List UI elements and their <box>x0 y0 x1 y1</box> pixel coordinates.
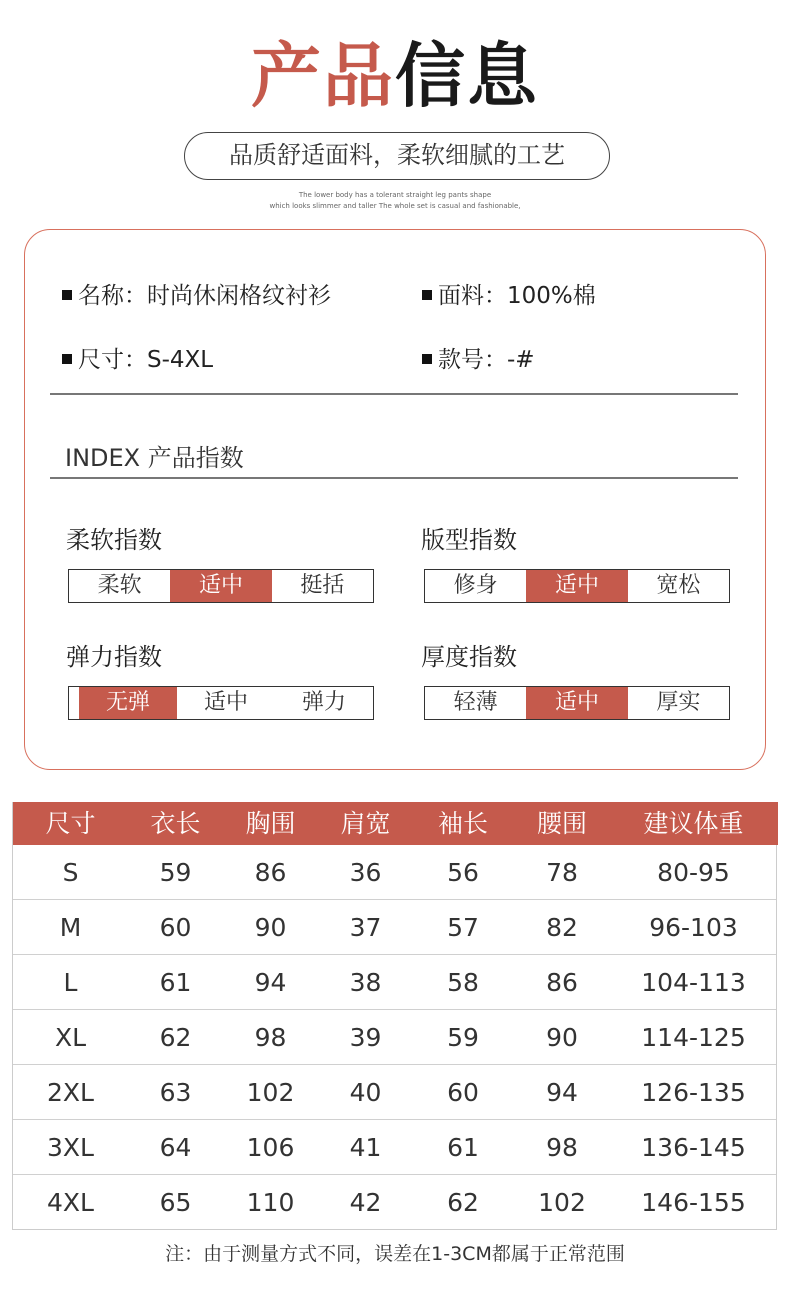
info-fabric <box>422 281 596 311</box>
info-size <box>62 345 213 375</box>
header-chest: 胸围 <box>245 809 296 838</box>
table-cell: 106 <box>246 1133 295 1162</box>
table-cell: 59 <box>159 858 192 887</box>
softness-option-stiff: 挺括 <box>300 573 345 598</box>
table-row <box>13 845 776 900</box>
index-section-title: INDEX 产品指数 <box>65 444 244 472</box>
table-cell: 62 <box>159 1023 192 1052</box>
thickness-index-label: 厚度指数 <box>421 643 517 671</box>
table-cell: XL <box>54 1023 87 1052</box>
table-cell: 4XL <box>47 1188 94 1217</box>
thickness-scale <box>424 686 730 720</box>
table-row <box>13 955 776 1010</box>
table-cell: 80-95 <box>657 858 730 887</box>
table-cell: 39 <box>349 1023 382 1052</box>
table-cell: 94 <box>546 1078 578 1107</box>
table-cell: 60 <box>447 1078 479 1107</box>
elasticity-option-medium: 适中 <box>203 690 248 715</box>
info-name-text: 名称：时尚休闲格纹衬衫 <box>78 283 331 309</box>
table-cell: 86 <box>254 858 287 887</box>
size-table <box>12 802 777 1230</box>
english-subtitle-line-1: The lower body has a tolerant straight leg pants shape <box>298 191 492 199</box>
table-cell: S <box>62 858 79 887</box>
bullet-square-icon <box>422 290 432 300</box>
table-cell: 98 <box>254 1023 287 1052</box>
table-cell: 60 <box>159 913 192 942</box>
fit-option-medium: 适中 <box>526 570 627 602</box>
info-size-text: 尺寸：S-4XL <box>78 347 214 373</box>
info-fabric-text: 面料：100%棉 <box>438 283 596 309</box>
table-row <box>13 1120 776 1175</box>
table-cell: 61 <box>159 968 192 997</box>
divider-index <box>50 477 738 479</box>
elasticity-index-label: 弹力指数 <box>66 643 162 671</box>
elasticity-option-none: 无弹 <box>79 687 177 719</box>
table-cell: 114-125 <box>641 1023 746 1052</box>
table-cell: 102 <box>538 1188 586 1217</box>
thickness-option-thin: 轻薄 <box>453 690 498 715</box>
bullet-square-icon <box>422 354 432 364</box>
table-cell: 62 <box>447 1188 479 1217</box>
elasticity-scale <box>68 686 374 720</box>
title-red-part: 产品 <box>251 35 395 117</box>
fit-index-label: 版型指数 <box>421 526 517 554</box>
header-weight: 建议体重 <box>643 809 744 838</box>
header-waist: 腰围 <box>536 809 587 838</box>
table-cell: 86 <box>546 968 578 997</box>
table-cell: 126-135 <box>641 1078 746 1107</box>
table-cell: 2XL <box>47 1078 94 1107</box>
table-cell: 90 <box>546 1023 578 1052</box>
header-length: 衣长 <box>150 809 201 838</box>
english-subtitle-line-2: which looks slimmer and taller The whole set is casual and fashionable, <box>269 202 521 210</box>
info-model <box>422 345 535 375</box>
thickness-option-thick: 厚实 <box>656 690 701 715</box>
table-cell: 104-113 <box>641 968 746 997</box>
header-shoulder: 肩宽 <box>340 809 391 838</box>
fit-option-slim: 修身 <box>453 573 498 598</box>
bullet-square-icon <box>62 354 72 364</box>
table-cell: 136-145 <box>641 1133 746 1162</box>
table-row <box>13 900 776 955</box>
table-cell: 37 <box>349 913 382 942</box>
table-cell: 38 <box>349 968 382 997</box>
softness-scale <box>68 569 374 603</box>
title-black-part: 信息 <box>395 35 539 117</box>
table-cell: 42 <box>349 1188 382 1217</box>
table-cell: 78 <box>546 858 578 887</box>
slogan-pill: 品质舒适面料，柔软细腻的工艺 <box>184 132 610 180</box>
table-cell: 96-103 <box>649 913 738 942</box>
table-row <box>13 1065 776 1120</box>
bullet-square-icon <box>62 290 72 300</box>
header-sleeve: 袖长 <box>437 809 488 838</box>
table-cell: 98 <box>546 1133 578 1162</box>
table-cell: 90 <box>254 913 287 942</box>
table-cell: 56 <box>447 858 479 887</box>
softness-option-medium: 适中 <box>170 570 271 602</box>
table-cell: 82 <box>546 913 578 942</box>
size-table-header <box>13 802 778 845</box>
table-row <box>13 1175 776 1230</box>
table-cell: 65 <box>159 1188 192 1217</box>
info-name <box>62 281 331 311</box>
table-cell: 36 <box>349 858 382 887</box>
softness-option-soft: 柔软 <box>97 573 142 598</box>
table-cell: 57 <box>447 913 479 942</box>
table-cell: 110 <box>246 1188 295 1217</box>
fit-scale <box>424 569 730 603</box>
header-size: 尺寸 <box>45 809 96 838</box>
table-cell: 63 <box>159 1078 192 1107</box>
table-cell: 41 <box>349 1133 382 1162</box>
measurement-note: 注：由于测量方式不同，误差在1-3CM都属于正常范围 <box>165 1243 625 1265</box>
info-model-text: 款号：-# <box>438 347 535 373</box>
table-cell: 59 <box>447 1023 479 1052</box>
table-cell: L <box>63 968 78 997</box>
table-cell: 40 <box>349 1078 382 1107</box>
table-cell: 102 <box>246 1078 295 1107</box>
english-subtitle <box>0 190 790 212</box>
table-cell: 3XL <box>47 1133 94 1162</box>
table-cell: 94 <box>254 968 287 997</box>
table-cell: 64 <box>159 1133 192 1162</box>
table-row <box>13 1010 776 1065</box>
page-title <box>0 34 790 118</box>
table-cell: 146-155 <box>641 1188 746 1217</box>
table-cell: M <box>59 913 82 942</box>
divider-top <box>50 393 738 395</box>
elasticity-option-stretch: 弹力 <box>301 690 346 715</box>
table-cell: 61 <box>447 1133 479 1162</box>
fit-option-loose: 宽松 <box>656 573 701 598</box>
thickness-option-medium: 适中 <box>526 687 627 719</box>
softness-index-label: 柔软指数 <box>66 526 162 554</box>
table-cell: 58 <box>447 968 479 997</box>
